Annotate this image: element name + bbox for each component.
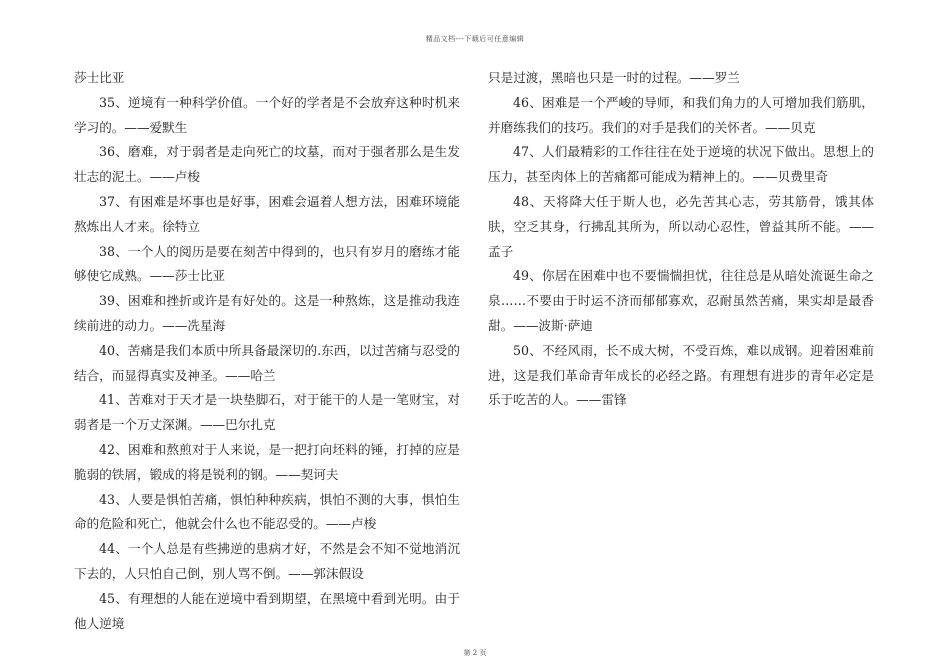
quote-paragraph: 莎士比亚 (74, 70, 125, 85)
quote-paragraph: 36、磨难，对于弱者是走向死亡的坟墓，而对于强者那么是生发壮志的泥土。——卢梭 (74, 144, 460, 185)
left-column (74, 66, 460, 636)
page-number: 第 2 页 (463, 649, 487, 657)
quote-paragraph: 48、天将降大任于斯人也，必先苦其心志，劳其筋骨，饿其体肤，空乏其身，行拂乱其所为，所以动心忍性，曾益其所不能。——孟子 (488, 193, 874, 259)
quote-paragraph: 50、不经风雨，长不成大树，不受百炼，难以成钢。迎着困难前进，这是我们革命青年成长的必经之路。有理想有进步的青年必定是乐于吃苦的人。——雷锋 (488, 342, 874, 408)
page-header: 精品文档---下载后可任意编辑 (425, 35, 525, 43)
quote-paragraph: 44、一个人总是有些拂逆的患病才好，不然是会不知不觉地消沉下去的，人只怕自己倒，别人骂不倒。——郭沫假设 (74, 541, 460, 581)
quote-paragraph: 45、有理想的人能在逆境中看到期望，在黑境中看到光明。由于他人逆境 (74, 590, 460, 631)
quote-paragraph: 42、困难和熬煎对于人来说，是一把打向坯料的锤，打掉的应是脆弱的铁屑，锻成的将是锐利的钢。——契诃夫 (74, 441, 460, 482)
quote-paragraph: 37、有困难是坏事也是好事，困难会逼着人想方法，困难环境能熬炼出人才来。徐特立 (74, 193, 460, 234)
quote-paragraph: 只是过渡，黑暗也只是一时的过程。——罗兰 (488, 70, 740, 85)
quote-paragraph: 38、一个人的阅历是要在刻苦中得到的，也只有岁月的磨练才能够使它成熟。——莎士比亚 (74, 243, 460, 284)
quote-paragraph: 47、人们最精彩的工作往往在处于逆境的状况下做出。思想上的压力，甚至肉体上的苦痛都可能成为精神上的。——贝费里奇 (488, 144, 874, 185)
right-column (488, 66, 874, 413)
quote-paragraph: 41、苦难对于天才是一块垫脚石，对于能干的人是一笔财宝，对弱者是一个万丈深渊。——巴尔扎克 (74, 392, 460, 433)
quote-paragraph: 35、逆境有一种科学价值。一个好的学者是不会放弃这种时机来学习的。——爱默生 (74, 94, 460, 135)
quote-paragraph: 43、人要是惧怕苦痛，惧怕种种疾病，惧怕不测的大事，惧怕生命的危险和死亡，他就会什么也不能忍受的。——卢梭 (74, 491, 460, 532)
quote-paragraph: 39、困难和挫折或许是有好处的。这是一种熬炼，这是推动我连续前进的动力。——冼星海 (74, 293, 460, 333)
quote-paragraph: 40、苦痛是我们本质中所具备最深切的.东西，以过苦痛与忍受的结合，而显得真实及神圣。——哈兰 (74, 342, 460, 383)
quote-paragraph: 49、你居在困难中也不要惴惴担忧，往往总是从暗处流诞生命之泉……不要由于时运不济而郁郁寡欢，忍耐虽然苦痛，果实却是最香甜。——波斯·萨迪 (488, 268, 874, 333)
quote-paragraph: 46、困难是一个严峻的导师，和我们角力的人可增加我们筋肌，并磨练我们的技巧。我们的对手是我们的关怀者。——贝克 (488, 94, 874, 135)
